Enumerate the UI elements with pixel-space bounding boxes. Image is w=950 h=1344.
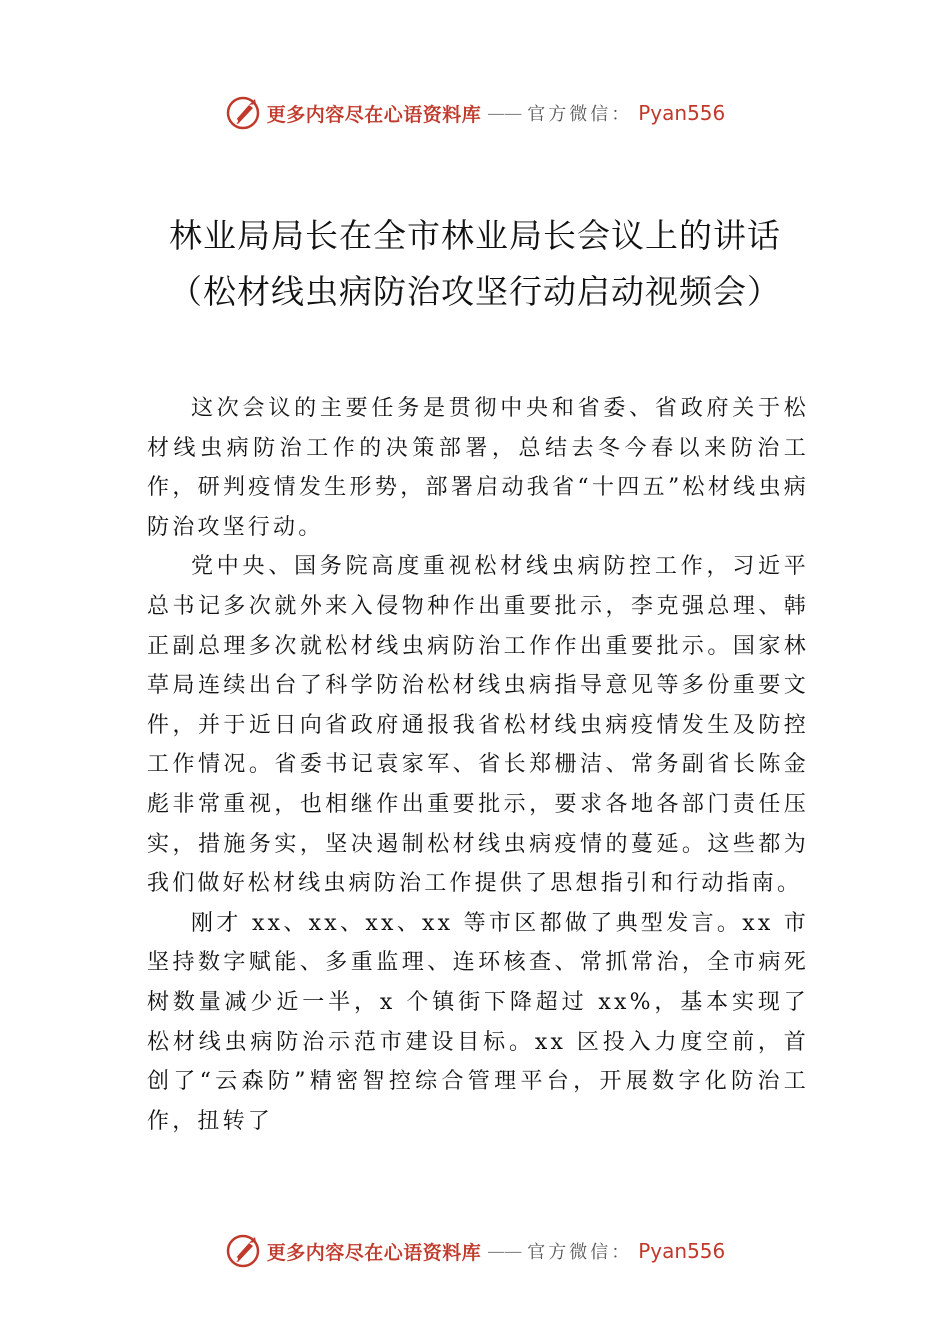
banner-contact-label: 官方微信： [527, 104, 633, 125]
title-line-1: 林业局局长在全市林业局长会议上的讲话 [169, 216, 781, 255]
banner-contact-label: 官方微信： [527, 1242, 633, 1263]
banner-contact-id: Pyan556 [638, 101, 726, 125]
header-banner [0, 93, 950, 133]
quill-logo-icon [225, 95, 261, 131]
banner-dash: —— [487, 1240, 522, 1262]
quill-logo-icon [225, 1233, 261, 1269]
paragraph: 这次会议的主要任务是贯彻中央和省委、省政府关于松材线虫病防治工作的决策部署，总结去冬今春以来防治工作，研判疫情发生形势，部署启动我省“十四五”松材线虫病防治攻坚行动。 [147, 396, 809, 540]
document-body [147, 389, 809, 1141]
document-title [0, 208, 950, 320]
title-line-2: （松材线虫病防治攻坚行动启动视频会） [169, 272, 781, 311]
banner-contact-id: Pyan556 [638, 1239, 726, 1263]
paragraph: 刚才 xx、xx、xx、xx 等市区都做了典型发言。xx 市坚持数字赋能、多重监理、连环核查、常抓常治，全市病死树数量减少近一半，x 个镇街下降超过 xx%，基本实现了松材线虫病防治示范市建设目标。xx 区投入力度空前，首创了“云森防”精密智控综合管理平台，开展数字化防治工作，扭转了 [147, 910, 809, 1134]
banner-dash: —— [487, 102, 522, 124]
paragraph: 党中央、国务院高度重视松材线虫病防控工作，习近平总书记多次就外来入侵物种作出重要批示，李克强总理、韩正副总理多次就松材线虫病防治工作作出重要批示。国家林草局连续出台了科学防治松材线虫病指导意见等多份重要文件，并于近日向省政府通报我省松材线虫病疫情发生及防控工作情况。省委书记袁家军、省长郑栅洁、常务副省长陈金彪非常重视，也相继作出重要批示，要求各地各部门责任压实，措施务实，坚决遏制松材线虫病疫情的蔓延。这些都为我们做好松材线虫病防治工作提供了思想指引和行动指南。 [147, 554, 809, 897]
footer-banner [0, 1231, 950, 1271]
banner-brand-text: 更多内容尽在心语资料库 [266, 1241, 482, 1264]
banner-brand-text: 更多内容尽在心语资料库 [266, 103, 482, 126]
